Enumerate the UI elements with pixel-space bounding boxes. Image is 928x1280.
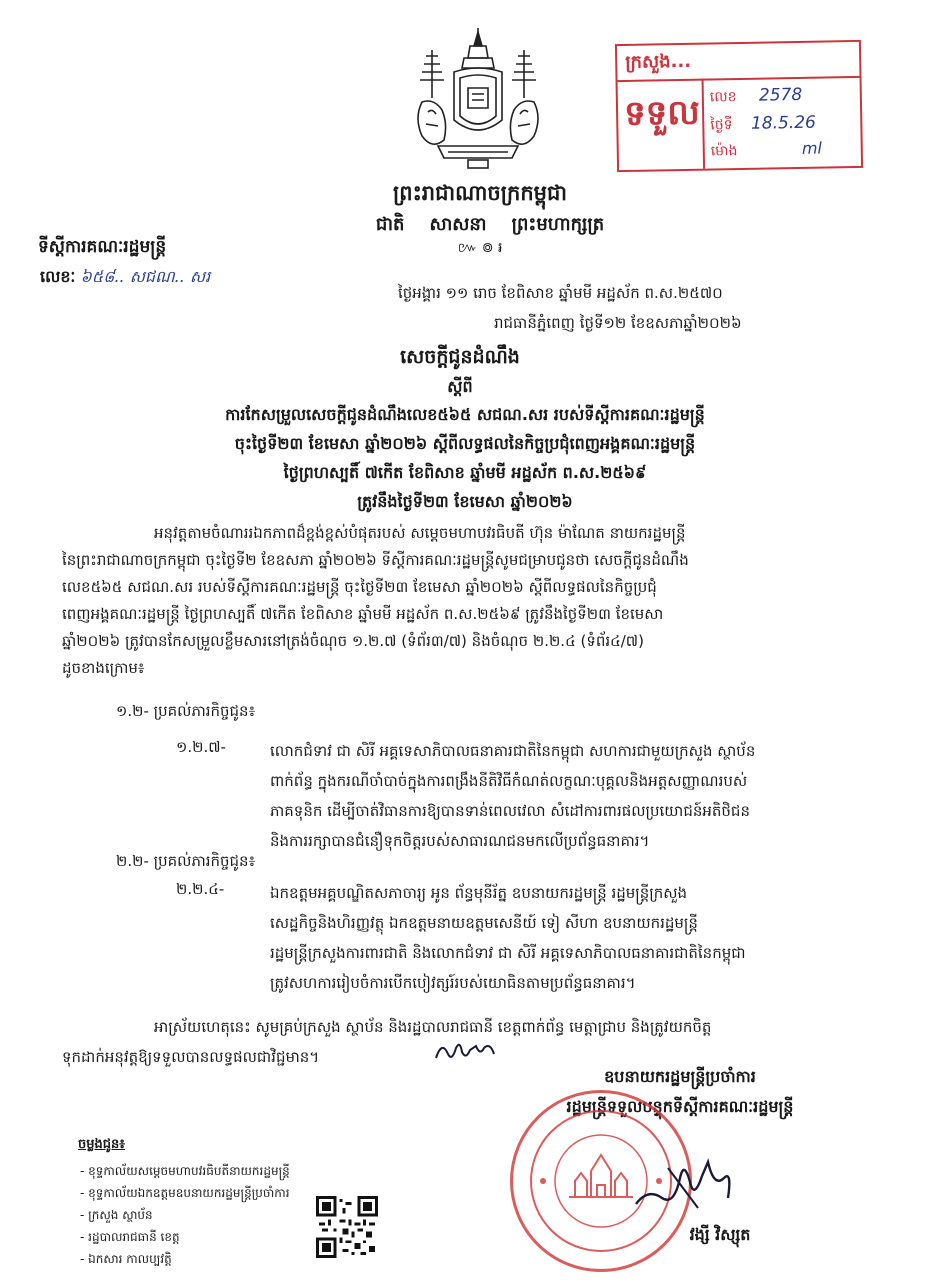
receipt-hour-row	[711, 139, 823, 163]
item-2-line: រដ្ឋមន្ត្រីក្រសួងការពារជាតិ និងលោកជំទាវ ជា សិរី អគ្គទេសាភិបាលធនាគារជាតិនៃកម្ពុជា	[270, 944, 746, 962]
issuing-office: ទីស្ដីការគណៈរដ្ឋមន្ត្រី	[38, 237, 167, 257]
receipt-stamp-top: ក្រសួង...	[625, 50, 692, 73]
closing-line: អាស្រ័យហេតុនេះ សូមគ្រប់ក្រសួង ស្ថាប័ន និងរដ្ឋបាលរាជធានី ខេត្តពាក់ព័ន្ធ មេត្តាជ្រាប និងត្រូវយកចិត្ត	[154, 1018, 712, 1036]
intro-line: លេខ៥៦៥ សជណ.សរ របស់ទីស្ដីការគណៈរដ្ឋមន្ត្រី ចុះថ្ងៃទី២៣ ខែមេសា ឆ្នាំ២០២៦ ស្ដីពីលទ្ធផលនៃកិច្ចប្រជុំ	[62, 578, 657, 596]
reference-number	[40, 266, 210, 290]
main-signature	[628, 1148, 738, 1218]
intro-line: ឆ្នាំ២០២៦ ត្រូវបានកែសម្រួលខ្លឹមសារនៅត្រង់ចំណុច ១.២.៧ (ទំព័រ៣/៧) និងចំណុច ២.២.៤ (ទំព័រ៤/៧)	[62, 632, 644, 650]
subject-line: ចុះថ្ងៃទី២៣ ខែមេសា ឆ្នាំ២០២៦ ស្ដីពីលទ្ធផលនៃកិច្ចប្រជុំពេញអង្គគណៈរដ្ឋមន្ត្រី	[234, 434, 696, 453]
section-2-label: ២.២- ប្រគល់ភារកិច្ចជូន៖	[116, 852, 256, 870]
item-2-text	[270, 878, 870, 998]
receipt-hour-label: ម៉ោង	[710, 143, 738, 160]
item-1-line: ភាគទុនិក ដើម្បីចាត់វិធានការឱ្យបានទាន់ពេលវេលា សំដៅការពារផលប្រយោជន៍អតិថិជន	[270, 802, 750, 820]
signatory-office: រដ្ឋមន្ត្រីទទួលបន្ទុកទីស្ដីការគណៈរដ្ឋមន្ត្រី	[566, 1097, 794, 1116]
recipient-item: - ខុទ្ទកាល័យឯកឧត្តមឧបនាយករដ្ឋមន្ត្រីប្រចាំការ	[80, 1186, 290, 1200]
item-1-number: ១.២.៧-	[176, 738, 226, 756]
receipt-date-value: 18.5.26	[750, 112, 817, 134]
document-type: សេចក្ដីជូនដំណឹង	[400, 346, 520, 368]
lunar-date: ថ្ងៃអង្គារ ១១ រោច ខែពិសាខ ឆ្នាំមមី អដ្ឋស័ក ព.ស.២៥៧០	[398, 284, 723, 302]
recipient-item: - ក្រសួង ស្ថាប័ន	[80, 1208, 153, 1222]
receipt-hour-value: ml	[801, 138, 823, 158]
item-1-line: ពាក់ព័ន្ធ ក្នុងករណីចាំបាច់ក្នុងការពង្រឹងនីតិវិធីកំណត់លក្ខណៈបុគ្គលនិងអត្តសញ្ញាណរបស់	[270, 772, 748, 790]
receipt-stamp	[615, 40, 863, 172]
intro-line: ពេញអង្គគណៈរដ្ឋមន្ត្រី ថ្ងៃព្រហស្បតិ៍ ៧កើត ខែពិសាខ ឆ្នាំមមី អដ្ឋស័ក ព.ស.២៥៦៩ ត្រូវនឹងថ្ងៃទី២៣ ខែមេសា	[62, 605, 664, 623]
section-1-label: ១.២- ប្រគល់ភារកិច្ចជូន៖	[116, 702, 256, 720]
reference-label: លេខៈ	[40, 267, 76, 286]
item-1-line: និងការរក្សាបានជំនឿទុកចិត្តរបស់សាធារណជនមកលើប្រព័ន្ធធនាគារ។	[270, 832, 650, 850]
receipt-date-label: ថ្ងៃទី	[710, 117, 733, 134]
subject-line: ត្រូវនឹងថ្ងៃទី២៣ ខែមេសា ឆ្នាំ២០២៦	[357, 492, 573, 511]
item-1-line: លោកជំទាវ ជា សិរី អគ្គទេសាភិបាលធនាគារជាតិនៃកម្ពុជា សហការជាមួយក្រសួង ស្ថាប័ន	[270, 742, 756, 760]
title-about: ស្ដីពី	[447, 377, 473, 396]
national-motto: ជាតិ សាសនា ព្រះមហាក្សត្រ	[375, 214, 605, 235]
recipients-list	[80, 1160, 290, 1270]
intro-line: នៃព្រះរាជាណាចក្រកម្ពុជា ចុះថ្ងៃទី២ ខែឧសភា ឆ្នាំ២០២៦ ទីស្ដីការគណៈរដ្ឋមន្ត្រីសូមជម្រាបជូនថា សេចក្ដីជូនដំណឹង	[62, 551, 689, 569]
kingdom-title: ព្រះរាជាណាចក្រកម្ពុជា	[392, 181, 567, 205]
intro-line: អនុវត្តតាមចំណាររឯកភាពដ៏ខ្ពង់ខ្ពស់បំផុតរបស់ សម្ដេចមហាបវរធិបតី ហ៊ុន ម៉ាណែត នាយករដ្ឋមន្ត្រី	[154, 524, 686, 542]
signatory-name: វង្សី វិស្សុត	[689, 1225, 751, 1244]
subject-line: ថ្ងៃព្រហស្បតិ៍ ៧កើត ខែពិសាខ ឆ្នាំមមី អដ្ឋស័ក ព.ស.២៥៦៩	[283, 463, 647, 482]
reference-value: ៦៥៨.. សជណ.. សរ	[80, 267, 211, 286]
verification-qr-code[interactable]	[316, 1196, 378, 1258]
signatory-title: ឧបនាយករដ្ឋមន្ត្រីប្រចាំការ	[604, 1067, 756, 1086]
header-ornament: ៚ ៙ ៛	[457, 240, 503, 256]
recipient-item: - រដ្ឋបាលរាជធានី ខេត្ត	[80, 1230, 180, 1244]
receipt-number-value: 2578	[758, 84, 803, 106]
receipt-number-row	[710, 85, 803, 109]
receipt-stamp-received: ទទួល	[623, 92, 701, 135]
item-2-number: ២.២.៤-	[176, 880, 225, 898]
item-1-text	[270, 736, 870, 856]
recipient-item: - ឯកសារ កាលប្បវត្តិ	[80, 1252, 172, 1266]
recipient-item: - ខុទ្ទកាល័យសម្ដេចមហាបវរធិបតីនាយករដ្ឋមន្ត្រី	[80, 1164, 290, 1178]
item-2-line: សេដ្ឋកិច្ចនិងហិរញ្ញវត្ថុ ឯកឧត្តមនាយឧត្តមសេនីយ៍ ទៀ សីហា ឧបនាយករដ្ឋមន្ត្រី	[270, 914, 698, 932]
intro-line: ដូចខាងក្រោម៖	[62, 659, 145, 677]
initials-signature	[432, 1036, 502, 1066]
item-2-line: ឯកឧត្តមអគ្គបណ្ឌិតសភាចារ្យ អូន ព័ន្ធមុនីរ័ត្ន ឧបនាយករដ្ឋមន្ត្រី រដ្ឋមន្ត្រីក្រសួង	[270, 884, 688, 902]
solar-date: រាជធានីភ្នំពេញ ថ្ងៃទី១២ ខែឧសភាឆ្នាំ២០២៦	[494, 314, 742, 332]
item-2-line: ត្រូវសហការរៀបចំការបើកបៀវត្សរ៍របស់យោធិនតាមប្រព័ន្ធធនាគារ។	[270, 974, 636, 992]
intro-paragraph	[62, 520, 882, 682]
receipt-date-row	[710, 113, 816, 137]
closing-line: ទុកដាក់អនុវត្តឱ្យទទួលបានលទ្ធផលជាវិជ្ជមាន។	[62, 1048, 320, 1066]
recipients-heading: ចម្លងជូន៖	[78, 1137, 125, 1152]
subject-line: ការកែសម្រួលសេចក្ដីជូនដំណឹងលេខ៥៦៥ សជណ.សរ របស់ទីស្ដីការគណៈរដ្ឋមន្ត្រី	[225, 405, 705, 424]
royal-coat-of-arms-emblem	[408, 28, 548, 178]
document-subject	[80, 400, 850, 516]
receipt-number-label: លេខ	[709, 89, 737, 106]
